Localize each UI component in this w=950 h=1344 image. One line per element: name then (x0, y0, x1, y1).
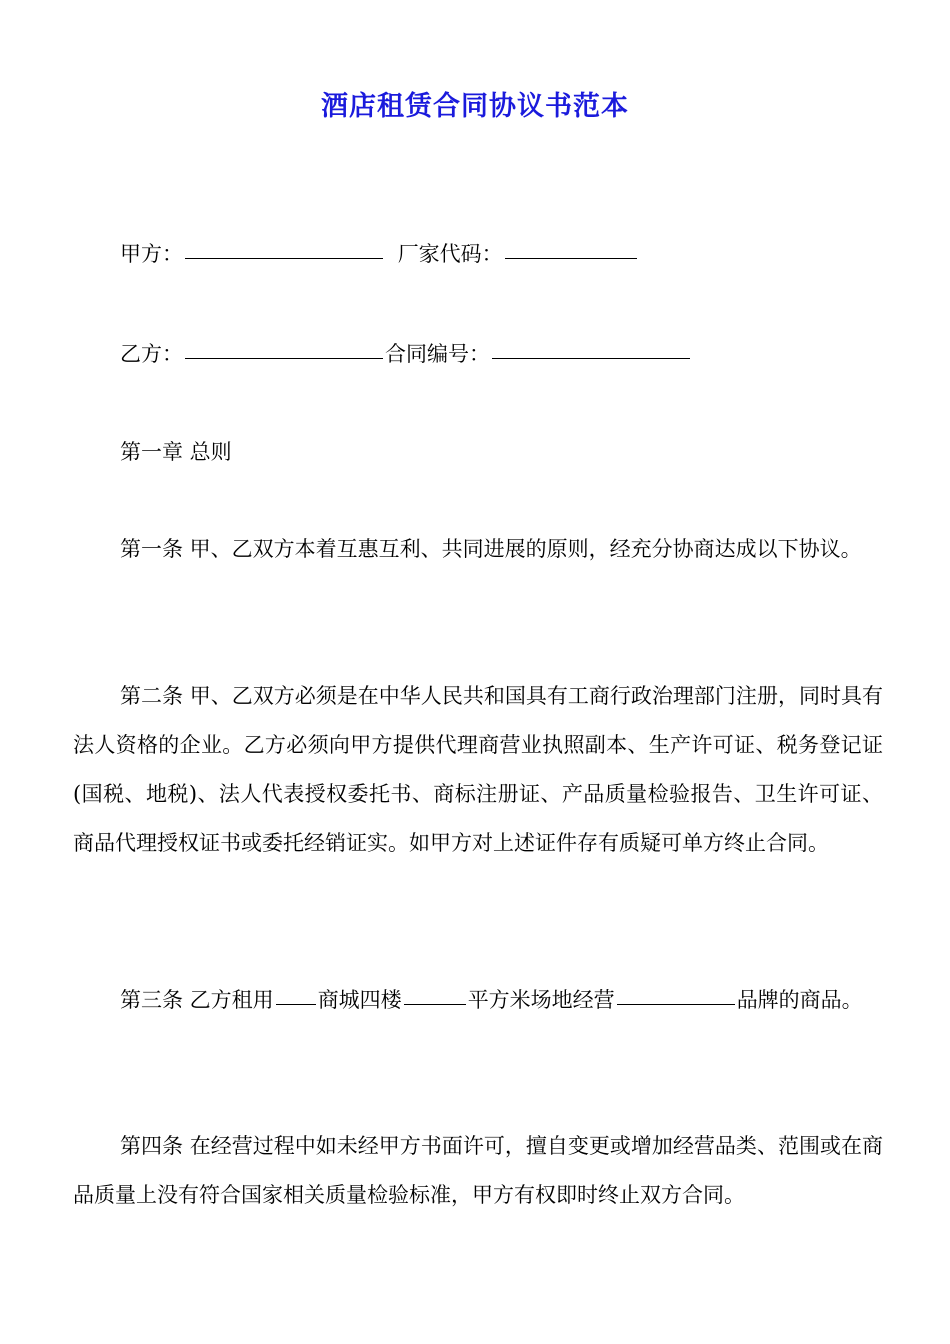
article-3-part3: 平方米场地经营 (467, 988, 615, 1012)
contract-no-label: 合同编号： (385, 342, 490, 366)
article-3-blank-2[interactable] (404, 1003, 466, 1005)
party-b-label: 乙方： (120, 342, 183, 366)
contract-no-blank[interactable] (492, 357, 690, 359)
chapter-heading: 第一章 总则 (120, 440, 232, 464)
article-3-blank-1[interactable] (276, 1003, 316, 1005)
article-3-part2: 商城四楼 (317, 988, 402, 1012)
party-b-line (120, 338, 692, 368)
document-title: 酒店租赁合同协议书范本 (321, 91, 629, 122)
article-3-blank-3[interactable] (617, 1003, 735, 1005)
party-a-blank[interactable] (185, 257, 383, 259)
article-1: 第一条 甲、乙双方本着互惠互利、共同进展的原则，经充分协商达成以下协议。 (120, 537, 862, 561)
article-3-part1: 第三条 乙方租用 (120, 988, 274, 1012)
article-4: 第四条 在经营过程中如未经甲方书面许可，擅自变更或增加经营品类、范围或在商品质量上没有符合国家相关质量检验标准，甲方有权即时终止双方合同。 (73, 1134, 883, 1207)
vendor-code-blank[interactable] (505, 257, 637, 259)
party-a-line (120, 238, 639, 268)
article-3 (120, 984, 863, 1014)
party-a-label: 甲方： (120, 242, 183, 266)
vendor-code-label: 厂家代码： (397, 242, 503, 266)
article-3-part4: 品牌的商品。 (736, 988, 863, 1012)
article-2: 第二条 甲、乙双方必须是在中华人民共和国具有工商行政治理部门注册，同时具有法人资格的企业。乙方必须向甲方提供代理商营业执照副本、生产许可证、税务登记证(国税、地税)、法人代表授权委托书、商标注册证、产品质量检验报告、卫生许可证、商品代理授权证书或委托经销证实。如甲方对上述证件存有质疑可单方终止合同。 (73, 684, 883, 855)
party-b-blank[interactable] (185, 357, 383, 359)
